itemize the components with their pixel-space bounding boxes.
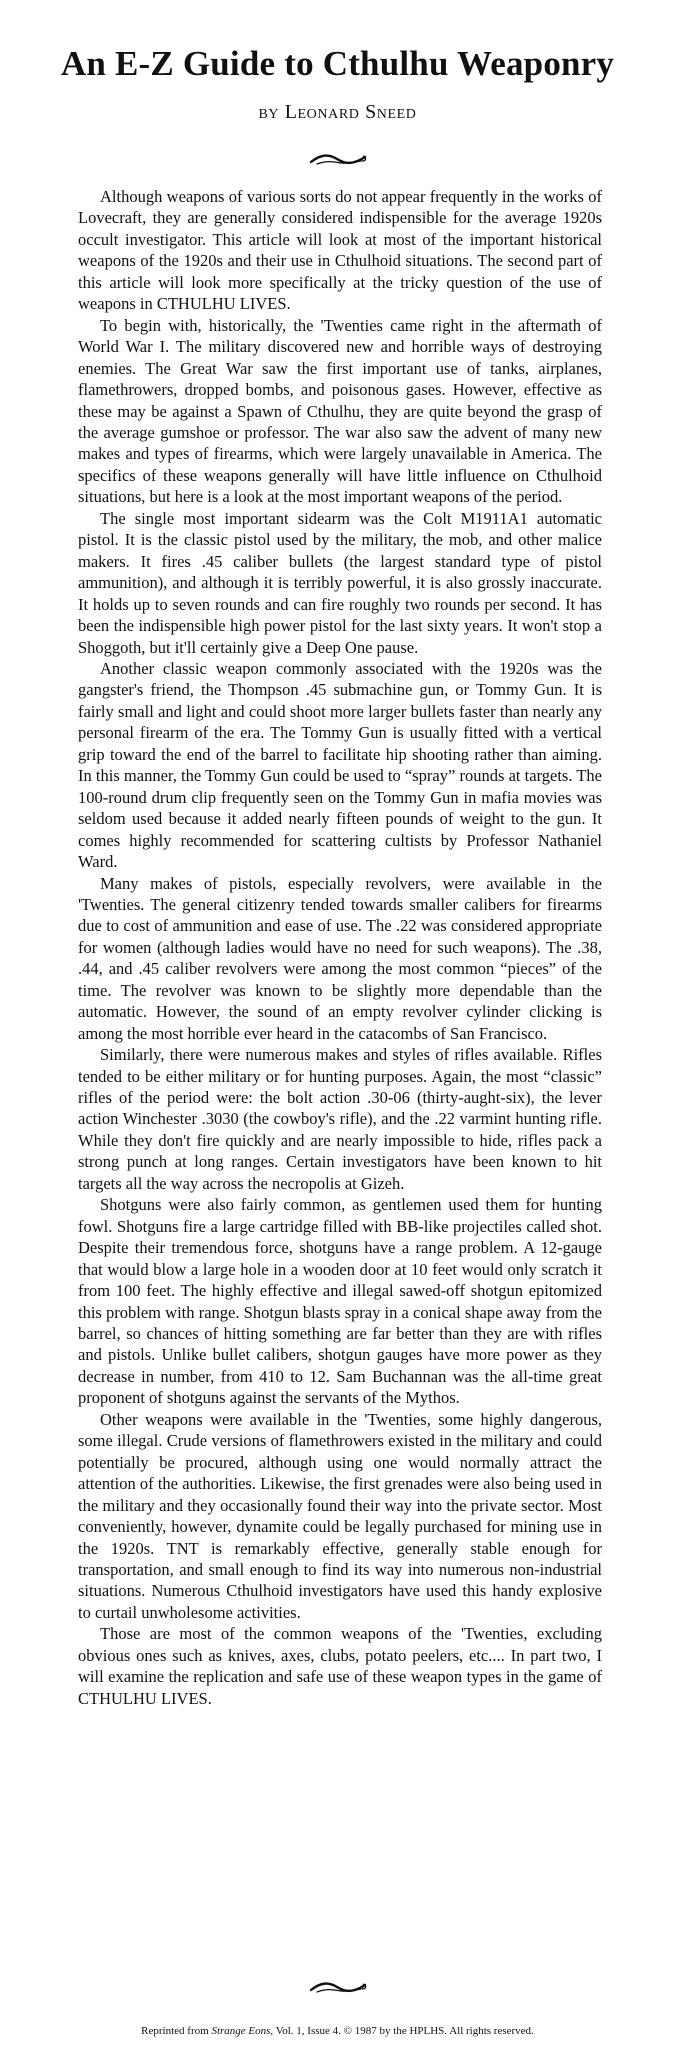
paragraph: The single most important sidearm was the Colt M1911A1 automatic pistol. It is the classic pistol used by the military, the mob, and other malice makers. It fires .45 caliber bullets (the largest standard type of pistol ammunition), and although it is terribly powerful, it is also grossly inaccurate. It holds up to seven rounds and can fire roughly two rounds per second. It has been the indispensible high power pistol for the last sixty years. It won't stop a Shoggoth, but it'll certainly give a Deep One pause.	[78, 508, 602, 657]
paragraph: Although weapons of various sorts do not appear frequently in the works of Lovecraft, they are generally considered indispensible for the average 1920s occult investigator. This article will look at most of the important historical weapons of the 1920s and their use in Cthulhoid situations. The second part of this article will look more specifically at the tricky question of the use of weapons in CTHULHU LIVES.	[78, 187, 602, 314]
paragraph: Shotguns were also fairly common, as gentlemen used them for hunting fowl. Shotguns fire a large cartridge filled with BB-like projectiles called shot. Despite their tremendous force, shotguns have a range problem. A 12-gauge that would blow a large hole in a wooden door at 10 feet would only scratch it from 100 feet. The highly effective and illegal sawed-off shotgun epitomized this problem with range. Shotgun blasts spray in a conical shape away from the barrel, so chances of hitting something are far better than they are with rifles and pistols. Unlike bullet calibers, shotgun gauges have more power as they decrease in number, from 410 to 12. Sam Buchannan was the all-time great proponent of shotguns against the servants of the Mythos.	[78, 1195, 602, 1408]
article-byline: by Leonard Sneed	[258, 101, 417, 123]
footer-suffix: , Vol. 1, Issue 4. © 1987 by the HPLHS. All rights reserved.	[270, 2025, 534, 2037]
article-body	[78, 186, 602, 1709]
swash-ornament-icon	[307, 1978, 369, 1998]
swash-ornament-icon	[307, 150, 369, 170]
paragraph: Other weapons were available in the 'Twenties, some highly dangerous, some illegal. Crude versions of flamethrowers existed in the military and could potentially be procured, although using one would normally attract the attention of the authorities. Likewise, the first grenades were also being used in the military and they occasionally found their way into the private sector. Most conveniently, however, dynamite could be legally purchased for mining use in the 1920s. TNT is remarkably effective, generally stable enough for transportation, and small enough to find its way into numerous non-industrial situations. Numerous Cthulhoid investigators have used this handy explosive to curtail unwholesome activities.	[78, 1409, 602, 1622]
paragraph: Another classic weapon commonly associated with the 1920s was the gangster's friend, the Thompson .45 submachine gun, or Tommy Gun. It is fairly small and light and could shoot more larger bullets faster than nearly any personal firearm of the era. The Tommy Gun is usually fitted with a vertical grip toward the end of the barrel to facilitate hip shooting rather than aiming. In this manner, the Tommy Gun could be used to “spray” rounds at targets. The 100-round drum clip frequently seen on the Tommy Gun in mafia movies was seldom used because it added nearly fifteen pounds of weight to the gun. It comes highly recommended for scattering cultists by Professor Nathaniel Ward.	[78, 658, 602, 872]
paragraph: Many makes of pistols, especially revolvers, were available in the 'Twenties. The general citizenry tended towards smaller calibers for firearms due to cost of ammunition and ease of use. The .22 was considered appropriate for women (although ladies would have no need for such weapons). The .38, .44, and .45 caliber revolvers were among the most common “pieces” of the time. The revolver was known to be slightly more dependable than the automatic. However, the sound of an empty revolver cylinder clicking is among the most horrible ever heard in the catacombs of San Francisco.	[78, 873, 602, 1043]
paragraph: Similarly, there were numerous makes and styles of rifles available. Rifles tended to be either military or for hunting purposes. Again, the most “classic” rifles of the period were: the bolt action .30-06 (thirty-aught-six), the lever action Winchester .3030 (the cowboy's rifle), and the .22 varmint hunting rifle. While they don't fire quickly and are nearly impossible to hide, rifles pack a strong punch at long ranges. Certain investigators have been known to hit targets all the way across the necropolis at Gizeh.	[78, 1045, 602, 1193]
paragraph: To begin with, historically, the 'Twenties came right in the aftermath of World War I. The military discovered new and horrible ways of destroying enemies. The Great War saw the first important use of tanks, airplanes, flamethrowers, dropped bombs, and poisonous gases. However, effective as these may be against a Spawn of Cthulhu, they are quite beyond the grasp of the average gumshoe or professor. The war also saw the advent of many new makes and types of firearms, which were largely unavailable in America. The specifics of these weapons generally will have little influence on Cthulhoid situations, but here is a look at the most important weapons of the period.	[78, 315, 602, 507]
footer-prefix: Reprinted from	[141, 2025, 212, 2037]
paragraph: Those are most of the common weapons of the 'Twenties, excluding obvious ones such as knives, axes, clubs, potato peelers, etc.... In part two, I will examine the replication and safe use of these weapon types in the game of CTHULHU LIVES.	[78, 1624, 602, 1708]
article-title: An E-Z Guide to Cthulhu Weaponry	[60, 44, 615, 83]
magazine-name: Strange Eons	[211, 2025, 271, 2037]
reprint-notice	[0, 2024, 675, 2038]
